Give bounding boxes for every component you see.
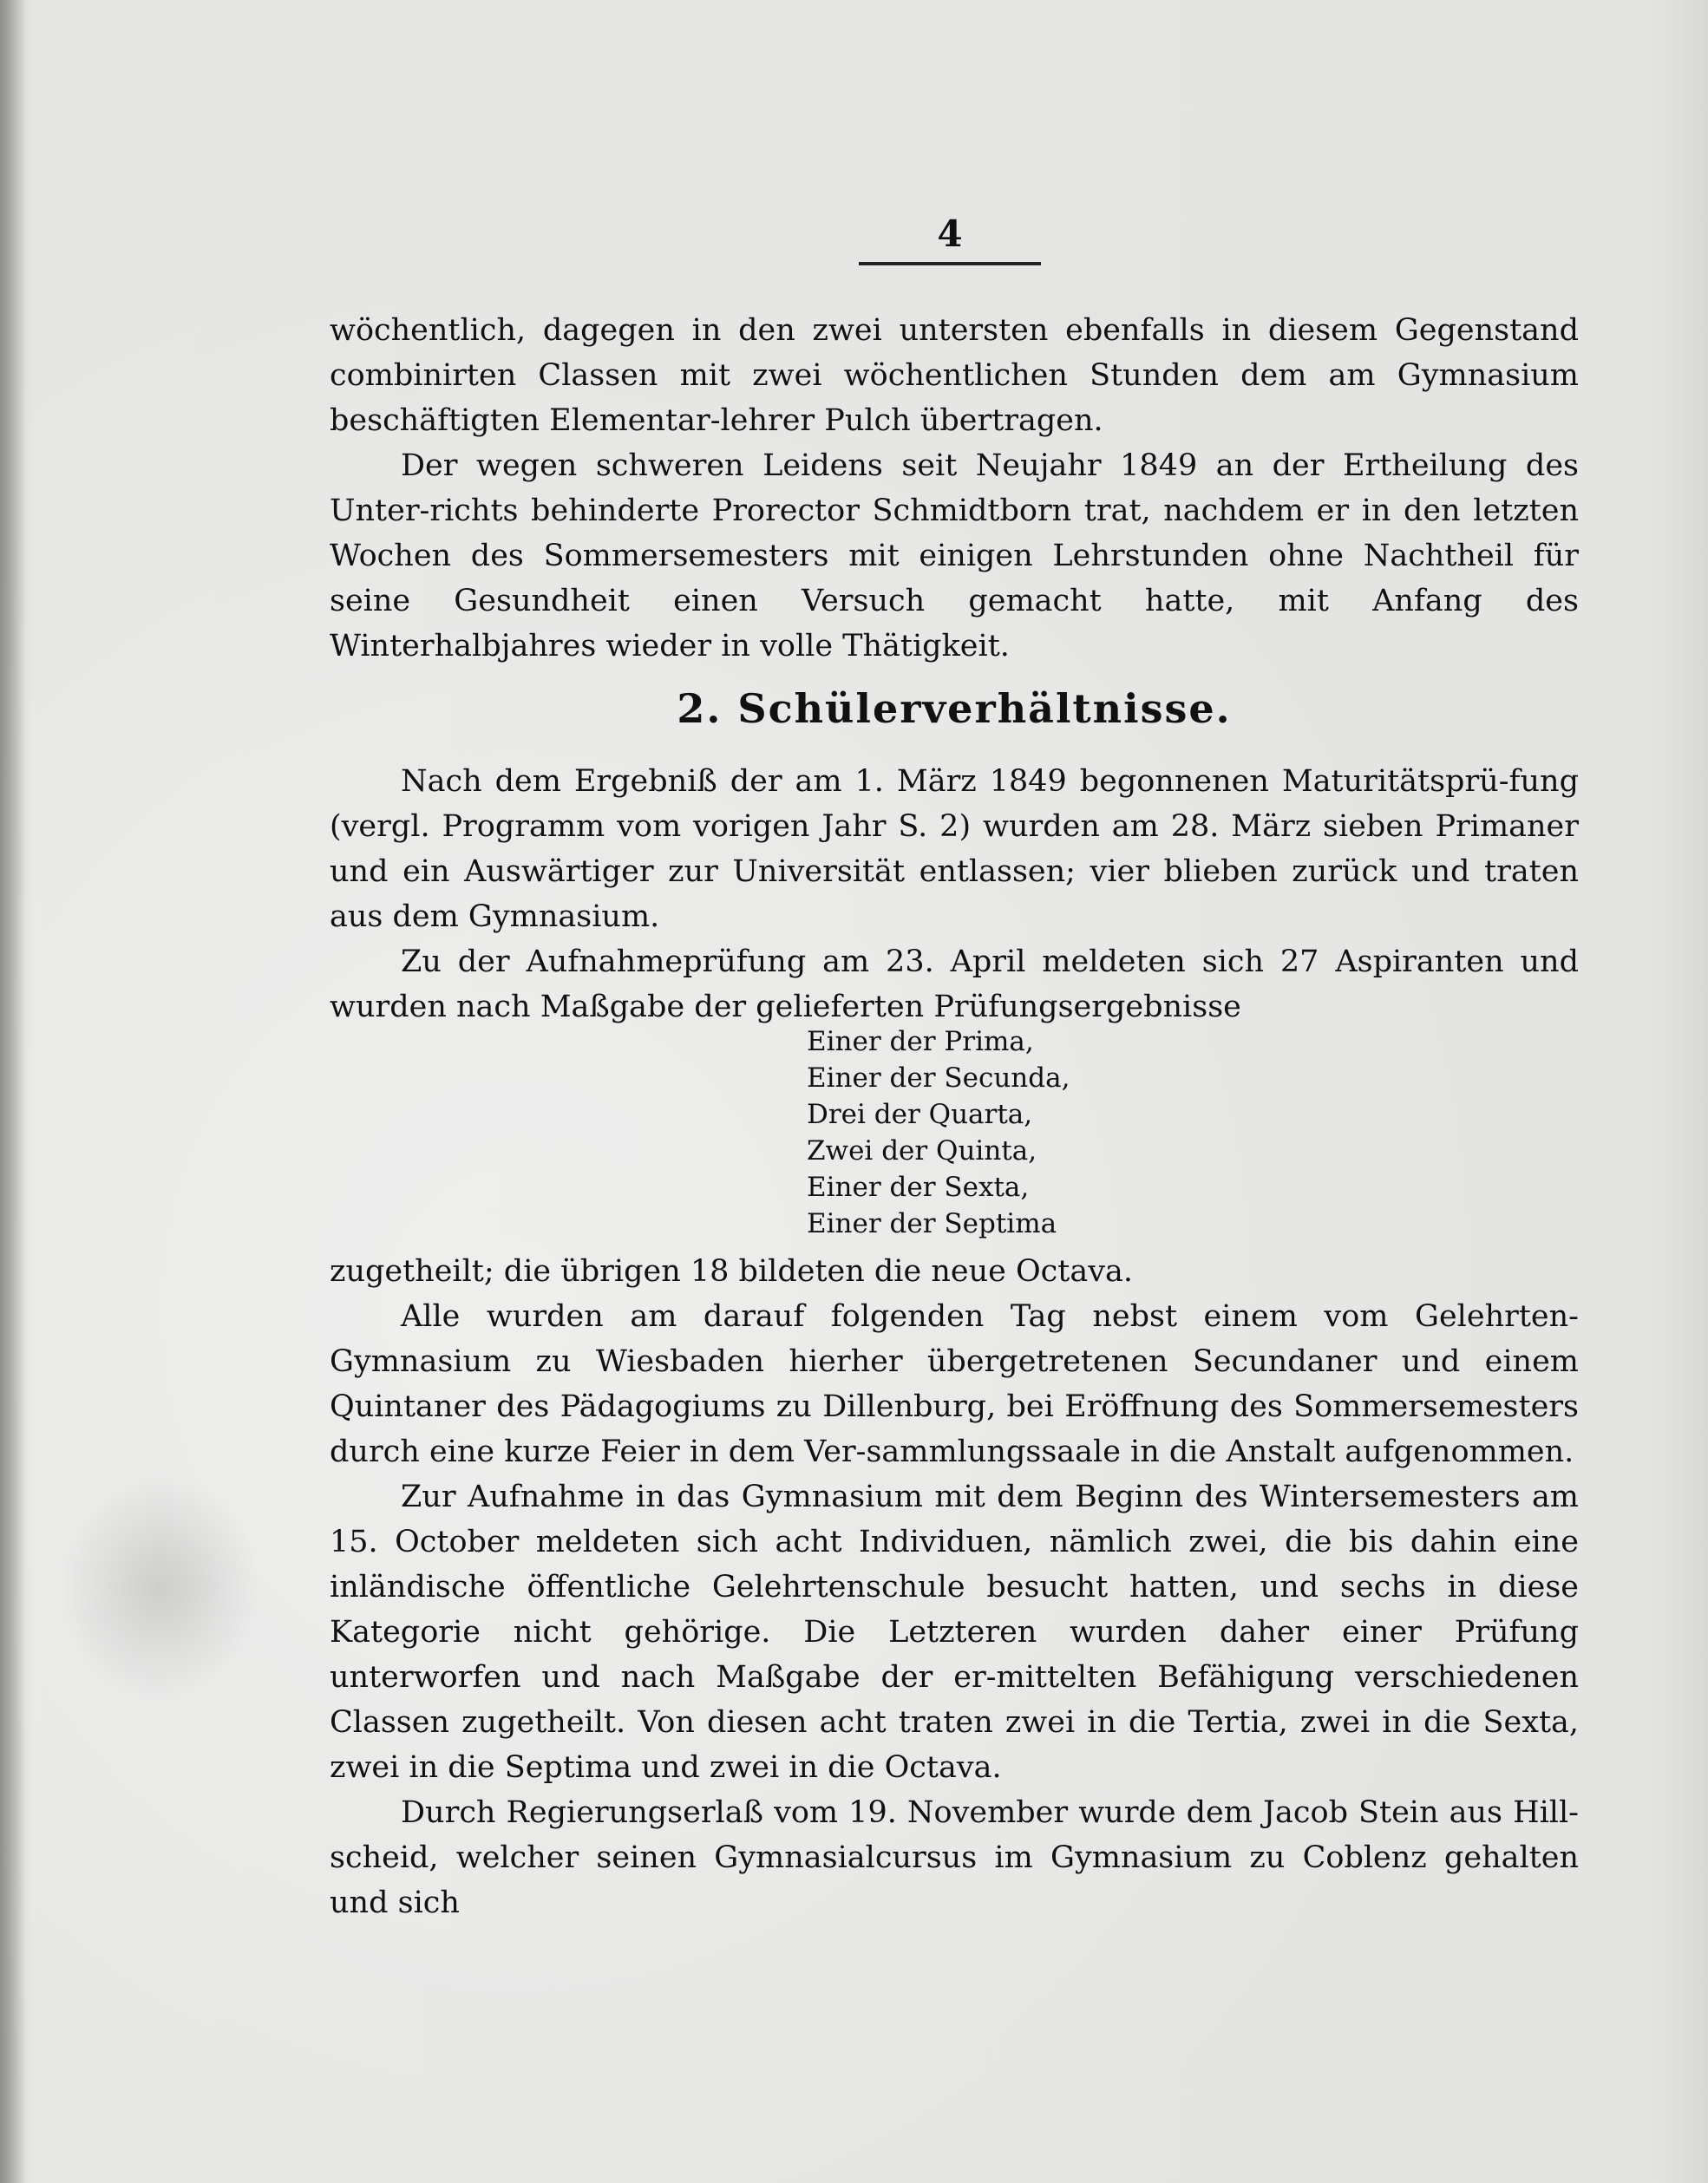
text-block-3	[330, 1249, 1579, 1925]
section-heading: 2. Schülerverhältnisse.	[677, 685, 1232, 732]
paragraph: Alle wurden am darauf folgenden Tag nebst einem vom Gelehrten-Gymnasium zu Wiesbaden hierher übergetretenen Secundaner und einem Quintaner des Pädagogiums zu Dillenburg, bei Eröffnung des Sommersemesters durch eine kurze Feier in dem Ver-sammlungssaale in die Anstalt aufgenommen.	[330, 1299, 1579, 1469]
paragraph: wöchentlich, dagegen in den zwei untersten ebenfalls in diesem Gegenstand combinirten Classen mit zwei wöchentlichen Stunden dem am Gymnasium beschäftigten Elementar-lehrer Pulch übertragen.	[330, 313, 1579, 438]
fingerprint-smudge	[61, 1474, 260, 1700]
page-number-rule	[859, 262, 1041, 265]
page-number: 4	[937, 212, 963, 255]
paragraph: Zu der Aufnahmeprüfung am 23. April meldeten sich 27 Aspiranten und wurden nach Maßgabe der gelieferten Prüfungsergebnisse	[330, 944, 1579, 1024]
list-item: Einer der Septima	[807, 1208, 1057, 1239]
paragraph: Nach dem Ergebniß der am 1. März 1849 begonnenen Maturitätsprü-fung (vergl. Programm vom vorigen Jahr S. 2) wurden am 28. März sieben Primaner und ein Auswärtiger zur Universität entlassen; vier blieben zurück und traten aus dem Gymnasium.	[330, 764, 1579, 934]
paragraph: Zur Aufnahme in das Gymnasium mit dem Beginn des Wintersemesters am 15. October meldeten sich acht Individuen, nämlich zwei, die bis dahin eine inländische öffentliche Gelehrtenschule besucht hatten, und sechs in diese Kategorie nicht gehörige. Die Letzteren wurden daher einer Prüfung unterworfen und nach Maßgabe der er-mittelten Befähigung verschiedenen Classen zugetheilt. Von diesen acht traten zwei in die Tertia, zwei in die Sexta, zwei in die Septima und zwei in die Octava.	[330, 1480, 1579, 1785]
list-item: Zwei der Quinta,	[807, 1135, 1037, 1167]
class-assignment-list	[807, 1023, 1070, 1242]
list-item: Einer der Prima,	[807, 1026, 1034, 1057]
paragraph: Der wegen schweren Leidens seit Neujahr 1849 an der Ertheilung des Unter-richts behinderte Prorector Schmidtborn trat, nachdem er in den letzten Wochen des Sommersemesters mit einigen Lehrstunden ohne Nachtheil für seine Gesundheit einen Versuch gemacht hatte, mit Anfang des Winterhalbjahres wieder in volle Thätigkeit.	[330, 448, 1579, 663]
text-block-2	[330, 759, 1579, 1029]
binding-shadow	[0, 0, 26, 2183]
paragraph: zugetheilt; die übrigen 18 bildeten die neue Octava.	[330, 1254, 1133, 1289]
list-item: Einer der Secunda,	[807, 1062, 1070, 1094]
list-item: Drei der Quarta,	[807, 1099, 1033, 1130]
list-item: Einer der Sexta,	[807, 1172, 1030, 1203]
text-block-1	[330, 308, 1579, 669]
paragraph: Durch Regierungserlaß vom 19. November wurde dem Jacob Stein aus Hill-scheid, welcher seinen Gymnasialcursus im Gymnasium zu Coblenz gehalten und sich	[330, 1795, 1579, 1920]
